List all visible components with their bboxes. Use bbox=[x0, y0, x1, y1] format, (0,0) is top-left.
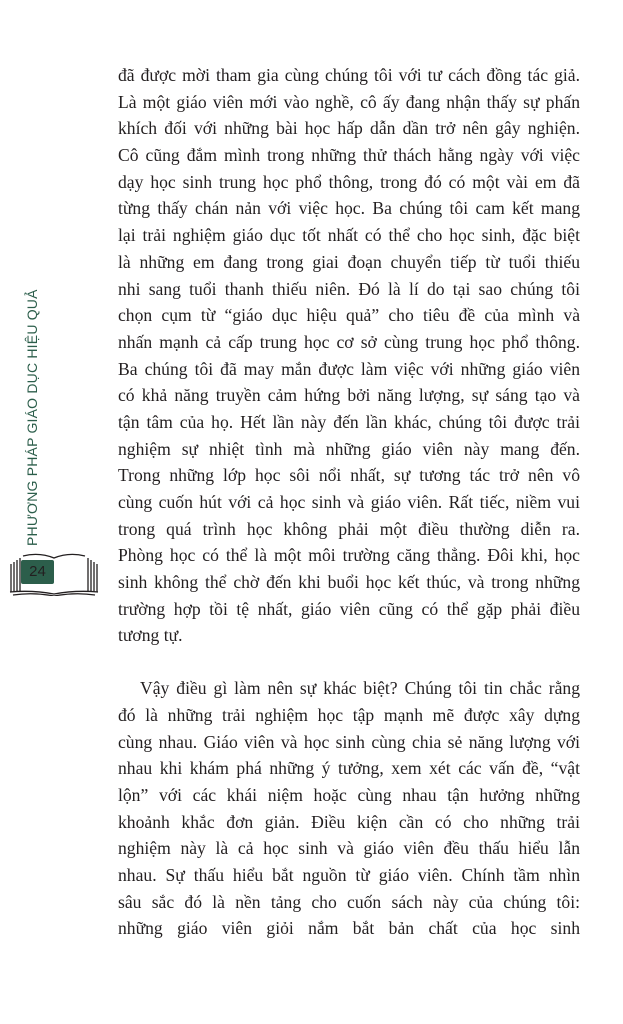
text-line: từng thấy chán nản với việc học. Ba chúng tôi cam kết mang bbox=[118, 198, 580, 219]
text-line: nhau. Sự thấu hiểu bắt nguồn từ giáo viên. Chính tầm nhìn bbox=[118, 864, 580, 885]
text-line: Là một giáo viên mới vào nghề, cô ấy đang nhận thấy sự phấn bbox=[118, 91, 580, 112]
text-line: sinh không thể chờ đến khi buổi học kết thúc, và trong những bbox=[118, 572, 580, 593]
paragraph bbox=[118, 62, 580, 649]
text-line: những giáo viên giỏi nắm bắt bản chất của học sinh bbox=[118, 918, 580, 939]
text-line: trường hợp tồi tệ nhất, giáo viên cũng có thể gặp phải điều bbox=[118, 598, 580, 619]
text-line: tận tâm của họ. Hết lần này đến lần khác, chúng tôi được trải bbox=[118, 411, 580, 432]
text-line: Trong những lớp học sôi nổi nhất, sự tương tác trở nên vô bbox=[118, 465, 580, 486]
text-line: là những em đang trong giai đoạn chuyển tiếp từ tuổi thiếu bbox=[118, 251, 580, 272]
text-line: khích đối với những bài học hấp dẫn dần trở nên gây nghiện. bbox=[118, 118, 580, 139]
text-line: chọn cụm từ “giáo dục hiệu quả” cho tiêu đề của mình và bbox=[118, 305, 580, 326]
text-line: lộn” với các khái niệm hoặc cùng nhau tận hưởng những bbox=[118, 784, 580, 805]
text-line: trong quá trình học không phải một điều thường diễn ra. bbox=[118, 518, 580, 539]
text-line: nhấn mạnh cả cấp trung học cơ sở cùng trung học phổ thông. bbox=[118, 331, 580, 352]
text-line: nghiệm này là cả học sinh và giáo viên đều thấu hiểu lẫn bbox=[118, 838, 580, 859]
text-line: khoảnh khắc đơn giản. Điều kiện cần có cho những trải bbox=[118, 811, 580, 832]
text-line: đó là những trải nghiệm học tập mạnh mẽ được xây dựng bbox=[118, 704, 580, 725]
paragraph bbox=[118, 675, 580, 942]
body-text bbox=[118, 62, 580, 942]
text-line: nhau khi khám phá những ý tưởng, xem xét các vấn đề, “vật bbox=[118, 758, 580, 779]
text-line: Vậy điều gì làm nên sự khác biệt? Chúng tôi tin chắc rằng bbox=[140, 678, 580, 699]
page-number: 24 bbox=[29, 563, 46, 580]
text-line: lại trải nghiệm giáo dục tốt nhất có thể cho học sinh, đặc biệt bbox=[118, 225, 580, 246]
text-line: Ba chúng tôi đã may mắn được làm việc với những giáo viên bbox=[118, 358, 580, 379]
text-line: Cô cũng đắm mình trong những thử thách hằng ngày với việc bbox=[118, 145, 580, 166]
text-line: tương tự. bbox=[118, 625, 183, 646]
text-line: có khả năng truyền cảm hứng bởi năng lượng, sự sáng tạo và bbox=[118, 385, 580, 406]
text-line: nhi sang tuổi thanh thiếu niên. Đó là lí do tại sao chúng tôi bbox=[118, 278, 580, 299]
text-line: đã được mời tham gia cùng chúng tôi với tư cách đồng tác giả. bbox=[118, 65, 580, 85]
text-line: nghiệm sự nhiệt tình mà những giáo viên này mang đến. bbox=[118, 438, 580, 459]
text-line: sâu sắc đó là nền tảng cho cuốn sách này của chúng tôi: bbox=[118, 891, 580, 912]
text-line: cùng cuốn hút với cả học sinh và giáo viên. Rất tiếc, niềm vui bbox=[118, 492, 580, 512]
text-line: Phòng học có thể là một môi trường căng thẳng. Đôi khi, học bbox=[118, 545, 580, 566]
running-title: PHƯƠNG PHÁP GIÁO DỤC HIỆU QUẢ bbox=[24, 289, 40, 546]
text-line: dạy học sinh trung học phổ thông, trong đó có một vài em đã bbox=[118, 171, 580, 192]
text-line: cùng nhau. Giáo viên và học sinh cùng chia sẻ năng lượng với bbox=[118, 731, 580, 752]
